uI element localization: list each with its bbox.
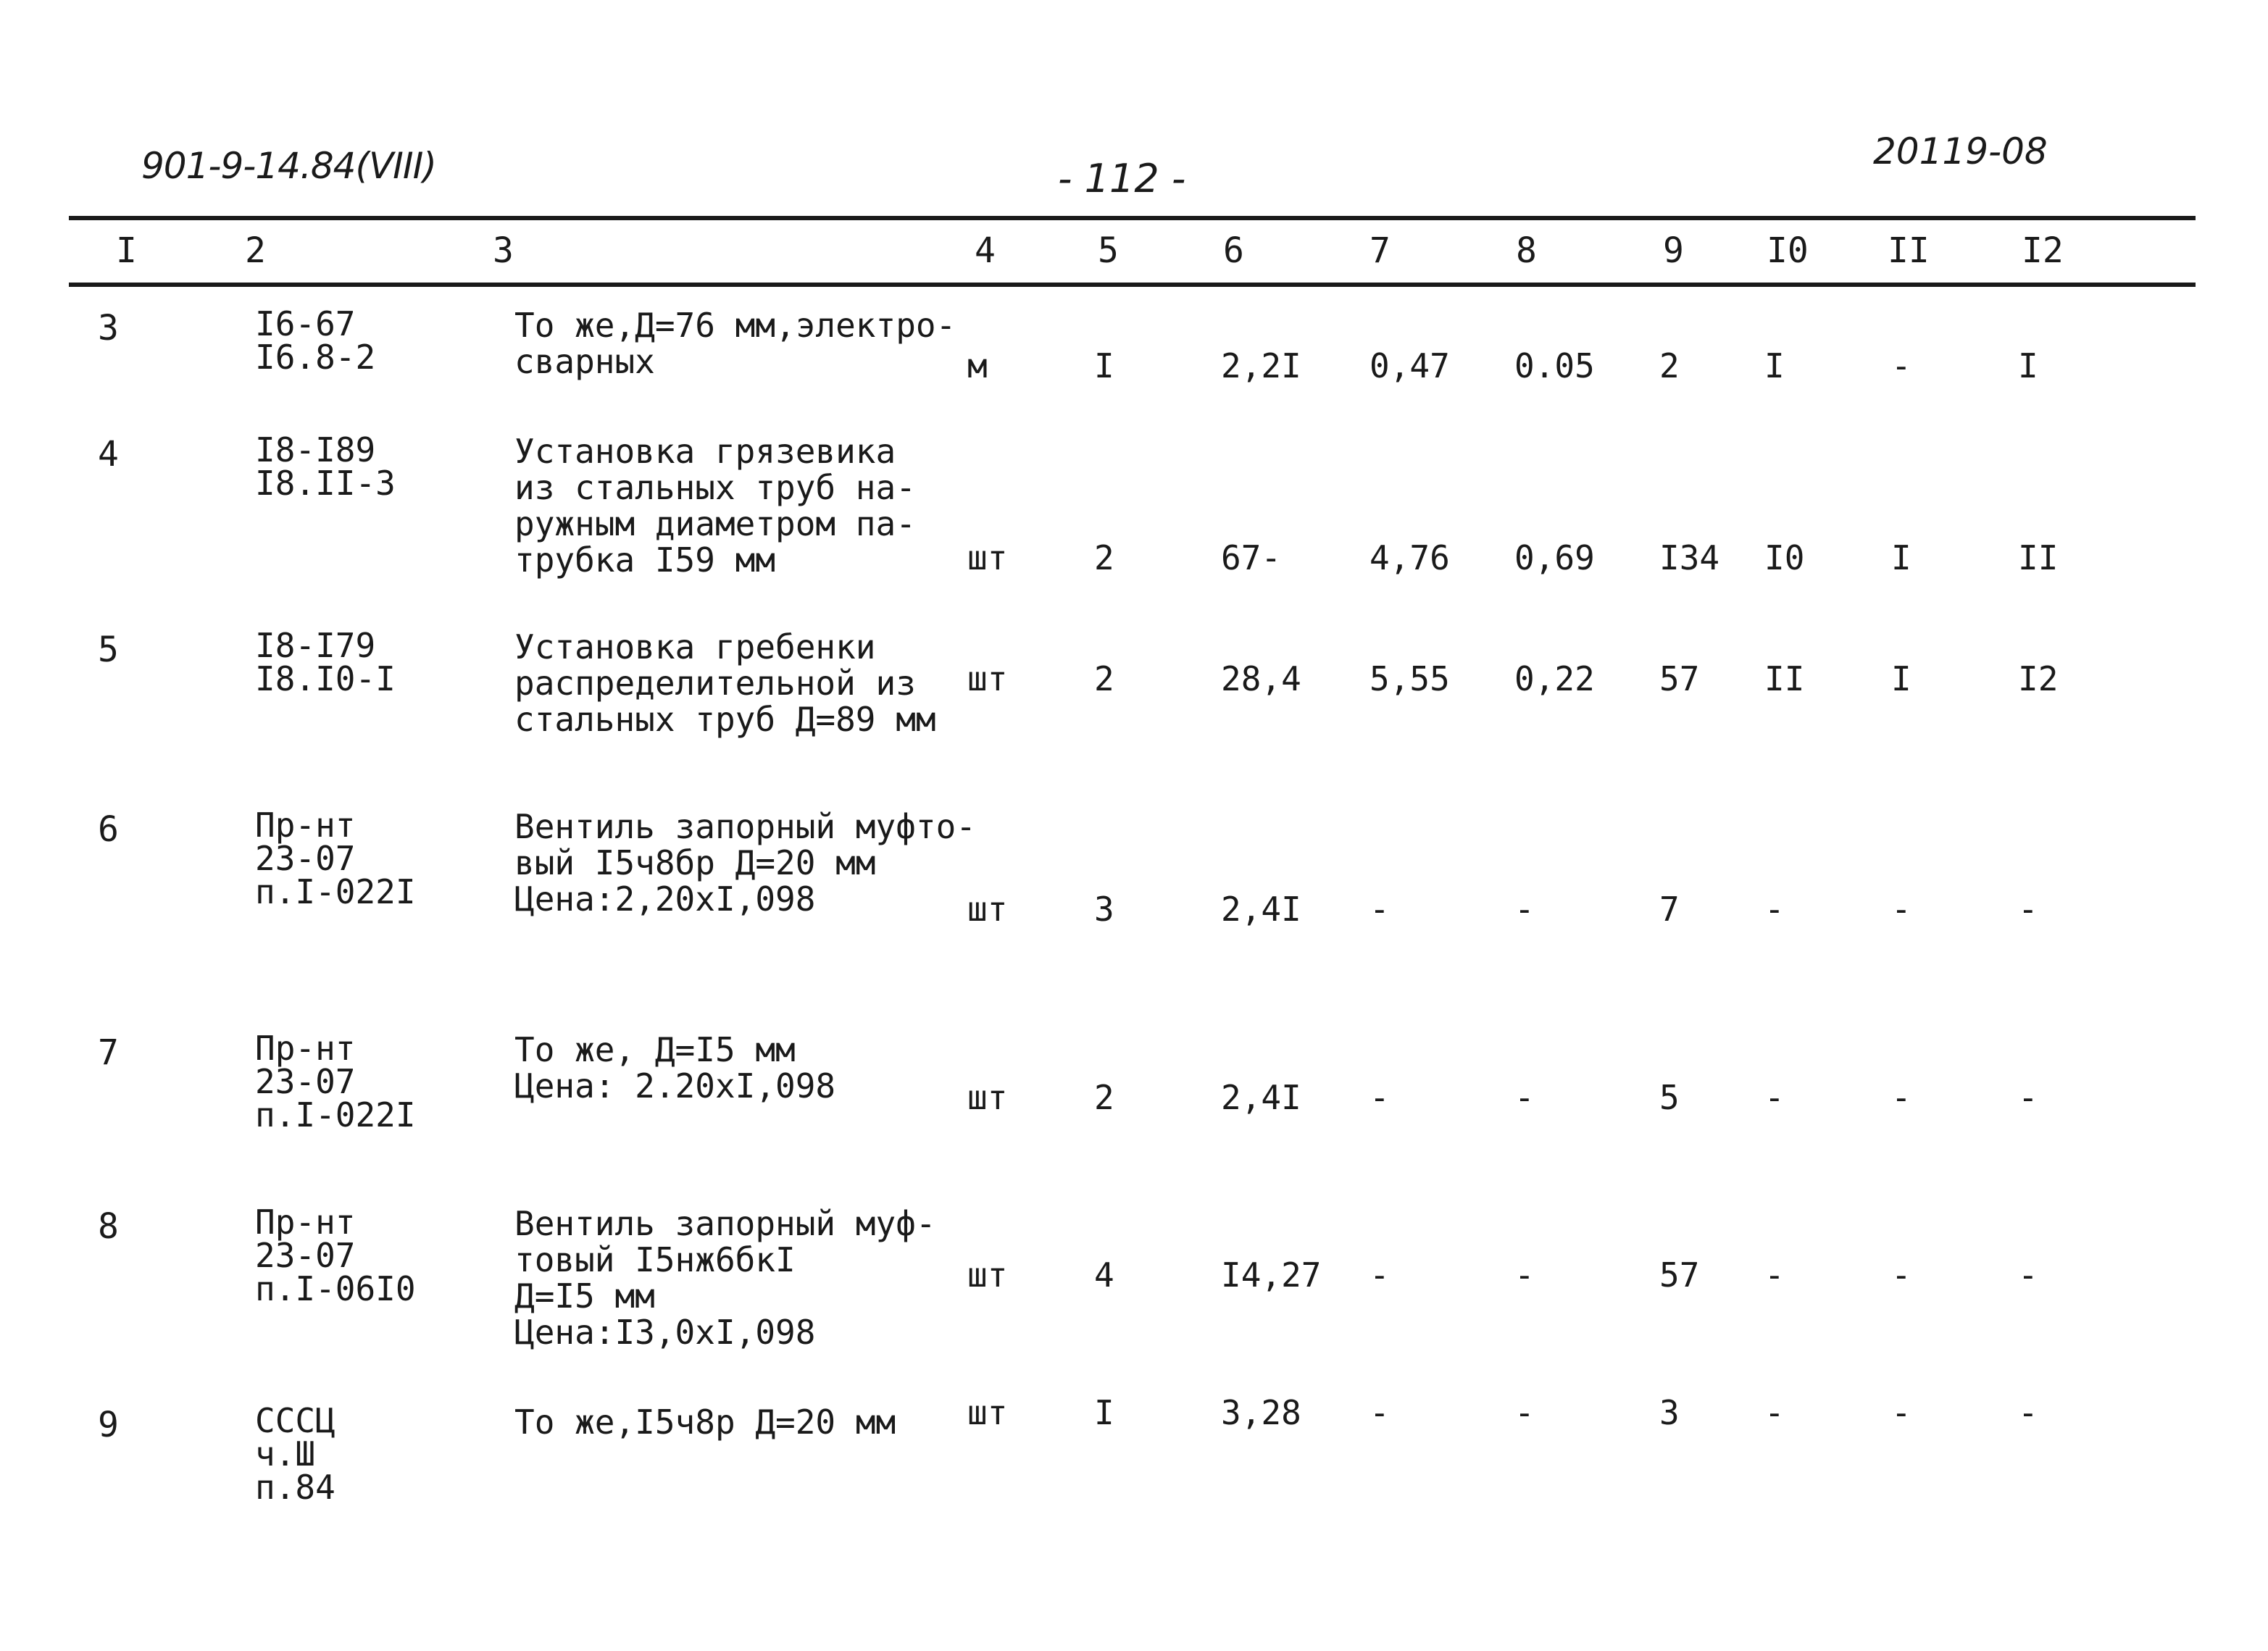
row-number: 8 <box>98 1206 119 1247</box>
cell-c11: - <box>1891 1393 1911 1432</box>
reference-code-line: п.I-022I <box>255 1095 416 1134</box>
cell-c8: 0.05 <box>1514 346 1595 385</box>
cell-c11: - <box>1891 346 1911 385</box>
column-header-12: I2 <box>2022 230 2064 271</box>
reference-code <box>255 430 396 503</box>
item-description-line: Установка грязевика <box>514 432 896 471</box>
reference-code-line: п.I-022I <box>255 872 416 911</box>
cell-c6: I4,27 <box>1221 1255 1322 1295</box>
cell-c7: 4,76 <box>1369 538 1450 577</box>
item-description <box>514 1032 835 1104</box>
cell-c10: - <box>1764 1078 1785 1117</box>
cell-c9: 5 <box>1659 1078 1680 1117</box>
reference-code-line: I8.I0-I <box>255 659 396 698</box>
cell-c6: 2,4I <box>1221 1078 1301 1117</box>
cell-c10: I <box>1764 346 1785 385</box>
document-code: 901-9-14.84(VIII) <box>141 145 436 187</box>
reference-code-line: ч.Ш <box>255 1434 316 1474</box>
item-description <box>514 808 976 917</box>
column-header-7: 7 <box>1369 230 1391 271</box>
row-number: 4 <box>98 434 119 475</box>
cell-unit: шт <box>967 890 1008 929</box>
reference-code <box>255 1029 416 1134</box>
cell-c12: I <box>2018 346 2038 385</box>
column-header-2: 2 <box>245 230 266 271</box>
item-description-line: То же,I5ч8р Д=20 мм <box>514 1403 896 1442</box>
reference-code-line: I8-I89 <box>255 430 376 469</box>
row-number: 9 <box>98 1405 119 1445</box>
column-header-5: 5 <box>1098 230 1119 271</box>
cell-unit: шт <box>967 538 1008 577</box>
item-description <box>514 1404 896 1440</box>
cell-c9: 57 <box>1659 1255 1700 1295</box>
reference-code-line: I8-I79 <box>255 626 376 665</box>
cell-c9: 57 <box>1659 659 1700 698</box>
item-description-line: Цена:I3,0хI,098 <box>514 1313 816 1352</box>
cell-c6: 3,28 <box>1221 1393 1301 1432</box>
cell-c11: I <box>1891 538 1911 577</box>
column-header-4: 4 <box>975 230 996 271</box>
item-description-line: Цена: 2.20хI,098 <box>514 1066 836 1105</box>
item-description <box>514 1205 936 1350</box>
cell-c7: 0,47 <box>1369 346 1450 385</box>
cell-c11: - <box>1891 1255 1911 1295</box>
reference-code <box>255 626 396 698</box>
reference-code-line: п.84 <box>255 1468 335 1507</box>
sheet-code: 20119-08 <box>1873 130 2048 172</box>
cell-c5: I <box>1094 1393 1114 1432</box>
item-description <box>514 433 916 578</box>
reference-code <box>255 304 376 377</box>
cell-c8: - <box>1514 1078 1535 1117</box>
reference-code <box>255 806 416 911</box>
item-description-line: товый I5нж6бкI <box>514 1240 796 1279</box>
cell-unit: шт <box>967 1255 1008 1295</box>
reference-code <box>255 1203 416 1308</box>
header-bottom-rule <box>69 283 2196 287</box>
column-header-10: I0 <box>1767 230 1809 271</box>
reference-code <box>255 1401 335 1507</box>
reference-code-line: Пр-нт <box>255 1203 356 1242</box>
cell-c9: 7 <box>1659 890 1680 929</box>
row-number: 7 <box>98 1032 119 1073</box>
item-description-line: сварных <box>514 342 655 381</box>
cell-c11: - <box>1891 1078 1911 1117</box>
cell-c10: - <box>1764 890 1785 929</box>
reference-code-line: Пр-нт <box>255 806 356 845</box>
cell-c10: - <box>1764 1255 1785 1295</box>
cell-c7: 5,55 <box>1369 659 1450 698</box>
cell-c7: - <box>1369 1255 1390 1295</box>
item-description <box>514 307 956 380</box>
reference-code-line: 23-07 <box>255 1236 356 1275</box>
item-description-line: То же, Д=I5 мм <box>514 1030 796 1069</box>
cell-c9: I34 <box>1659 538 1720 577</box>
reference-code-line: 23-07 <box>255 839 356 878</box>
cell-c10: I0 <box>1764 538 1805 577</box>
row-number: 5 <box>98 630 119 670</box>
reference-code-line: п.I-06I0 <box>255 1269 416 1308</box>
cell-c8: - <box>1514 1393 1535 1432</box>
cell-c11: I <box>1891 659 1911 698</box>
item-description-line: стальных труб Д=89 мм <box>514 700 936 739</box>
column-header-8: 8 <box>1516 230 1537 271</box>
cell-c5: 2 <box>1094 659 1114 698</box>
item-description-line: вый I5ч8бр Д=20 мм <box>514 843 876 882</box>
cell-c6: 67- <box>1221 538 1282 577</box>
cell-unit: шт <box>967 659 1008 698</box>
reference-code-line: СССЦ <box>255 1401 335 1440</box>
cell-c7: - <box>1369 890 1390 929</box>
reference-code-line: I8.II-3 <box>255 464 396 503</box>
cell-c8: - <box>1514 890 1535 929</box>
cell-c6: 2,4I <box>1221 890 1301 929</box>
cell-c8: 0,22 <box>1514 659 1595 698</box>
cell-c9: 3 <box>1659 1393 1680 1432</box>
item-description-line: ружным диаметром па- <box>514 504 916 543</box>
item-description <box>514 629 936 737</box>
item-description-line: Установка гребенки <box>514 627 876 666</box>
item-description-line: Вентиль запорный муфто- <box>514 807 976 846</box>
cell-c8: - <box>1514 1255 1535 1295</box>
column-header-3: 3 <box>493 230 514 271</box>
reference-code-line: 23-07 <box>255 1062 356 1101</box>
cell-unit: шт <box>967 1393 1008 1432</box>
cell-c12: - <box>2018 1078 2038 1117</box>
item-description-line: трубка I59 мм <box>514 540 776 580</box>
cell-c12: - <box>2018 1393 2038 1432</box>
cell-c5: 3 <box>1094 890 1114 929</box>
header-top-rule <box>69 216 2196 220</box>
cell-c8: 0,69 <box>1514 538 1595 577</box>
item-description-line: Цена:2,20хI,098 <box>514 879 816 919</box>
cell-c5: 4 <box>1094 1255 1114 1295</box>
column-header-11: II <box>1888 230 1930 271</box>
cell-unit: м <box>967 346 988 385</box>
column-header-1: I <box>116 230 137 271</box>
reference-code-line: I6.8-2 <box>255 338 376 377</box>
cell-c12: II <box>2018 538 2059 577</box>
cell-c10: - <box>1764 1393 1785 1432</box>
cell-c11: - <box>1891 890 1911 929</box>
cell-c5: I <box>1094 346 1114 385</box>
cell-c9: 2 <box>1659 346 1680 385</box>
row-number: 3 <box>98 308 119 348</box>
cell-unit: шт <box>967 1078 1008 1117</box>
cell-c7: - <box>1369 1393 1390 1432</box>
cell-c10: II <box>1764 659 1805 698</box>
item-description-line: То же,Д=76 мм,электро- <box>514 306 956 345</box>
column-header-6: 6 <box>1223 230 1244 271</box>
cell-c12: - <box>2018 890 2038 929</box>
cell-c7: - <box>1369 1078 1390 1117</box>
row-number: 6 <box>98 809 119 850</box>
item-description-line: из стальных труб на- <box>514 468 916 507</box>
reference-code-line: I6-67 <box>255 304 356 343</box>
item-description-line: Вентиль запорный муф- <box>514 1204 936 1243</box>
cell-c5: 2 <box>1094 538 1114 577</box>
cell-c12: I2 <box>2018 659 2059 698</box>
column-header-9: 9 <box>1663 230 1684 271</box>
item-description-line: распределительной из <box>514 664 916 703</box>
cell-c6: 2,2I <box>1221 346 1301 385</box>
page-number: - 112 - <box>1058 156 1186 201</box>
item-description-line: Д=I5 мм <box>514 1276 655 1316</box>
cell-c6: 28,4 <box>1221 659 1301 698</box>
reference-code-line: Пр-нт <box>255 1029 356 1068</box>
cell-c5: 2 <box>1094 1078 1114 1117</box>
cell-c12: - <box>2018 1255 2038 1295</box>
